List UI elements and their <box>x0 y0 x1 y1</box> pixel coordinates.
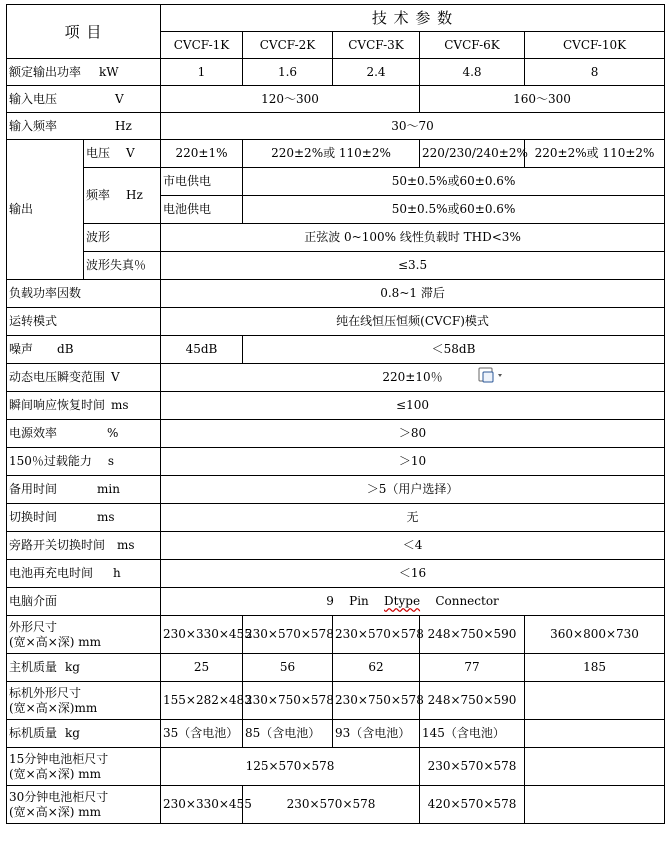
spec-table <box>6 4 665 824</box>
row-overload <box>7 448 665 476</box>
row-label: 噪声 <box>9 342 34 357</box>
row-cab15 <box>7 748 665 786</box>
row-interface <box>7 588 665 616</box>
row-power-factor <box>7 280 665 308</box>
row-switch <box>7 504 665 532</box>
row-label: 动态电压瞬变范围 <box>9 370 106 385</box>
paste-options-icon[interactable] <box>478 367 506 383</box>
std-weight-value: 93（含电池） <box>333 720 420 748</box>
row-label-line1: 外形尺寸 <box>9 620 58 635</box>
row-label-line1: 30分钟电池柜尺寸 <box>9 790 109 805</box>
rated-power-value: 4.8 <box>420 59 525 86</box>
dyn-voltage-label <box>7 364 161 392</box>
row-unit: V <box>115 91 124 106</box>
freq-mains-label: 市电供电 <box>161 168 243 196</box>
distortion-label: 波形失真％ <box>84 252 161 280</box>
row-output-voltage <box>7 140 665 168</box>
row-unit: h <box>113 566 121 581</box>
std-dimensions-empty <box>525 682 665 720</box>
freq-mains-value: 50±0.5%或60±0.6% <box>243 168 665 196</box>
header-params: 技 术 参 数 <box>161 5 665 32</box>
row-unit: V <box>126 146 135 161</box>
std-weight-empty <box>525 720 665 748</box>
response-value: ≤100 <box>161 392 665 420</box>
rated-power-value: 1.6 <box>243 59 333 86</box>
backup-value: ＞5（用户选择） <box>161 476 665 504</box>
power-factor-value: 0.8~1 滞后 <box>161 280 665 308</box>
row-label: 瞬间响应恢复时间 <box>9 398 106 413</box>
switch-label <box>7 504 161 532</box>
weight-value: 62 <box>333 654 420 682</box>
std-weight-value: 145（含电池） <box>420 720 525 748</box>
row-cab30 <box>7 786 665 824</box>
dimensions-value: 360×800×730 <box>525 616 665 654</box>
weight-value: 77 <box>420 654 525 682</box>
dimensions-value: 248×750×590 <box>420 616 525 654</box>
row-unit: ms <box>117 538 135 553</box>
output-voltage-value: 220±2%或 110±2% <box>243 140 420 168</box>
row-input-voltage <box>7 86 665 113</box>
cab30-value: 420×570×578 <box>420 786 525 824</box>
weight-label <box>7 654 161 682</box>
row-std-weight <box>7 720 665 748</box>
interface-value-pre: 9 Pin <box>326 594 385 609</box>
row-label: 电源效率 <box>9 426 58 441</box>
std-dimensions-value: 248×750×590 <box>420 682 525 720</box>
row-label: 标机质量 <box>9 726 58 741</box>
std-weight-label <box>7 720 161 748</box>
std-dimensions-value: 155×282×483 <box>161 682 243 720</box>
row-label: 输入电压 <box>9 91 58 106</box>
cab15-value: 230×570×578 <box>420 748 525 786</box>
bypass-label <box>7 532 161 560</box>
efficiency-label <box>7 420 161 448</box>
std-dimensions-value: 230×750×578 <box>243 682 333 720</box>
row-label-line2: (宽×高×深)mm <box>9 700 98 715</box>
dimensions-value: 230×330×455 <box>161 616 243 654</box>
row-efficiency <box>7 420 665 448</box>
output-voltage-value: 220/230/240±2% <box>420 140 525 168</box>
overload-label <box>7 448 161 476</box>
dimensions-value: 230×570×578 <box>333 616 420 654</box>
row-unit: ms <box>111 398 129 413</box>
interface-value-word: Dtype <box>384 594 421 609</box>
header-row-1 <box>7 5 665 32</box>
recharge-label <box>7 560 161 588</box>
row-label: 额定输出功率 <box>9 64 82 79</box>
bypass-value: ＜4 <box>161 532 665 560</box>
output-label: 输出 <box>7 140 84 280</box>
row-unit: min <box>97 482 120 497</box>
row-label: 电池再充电时间 <box>9 566 94 581</box>
row-std-dimensions <box>7 682 665 720</box>
recharge-value: ＜16 <box>161 560 665 588</box>
row-label: 旁路开关切换时间 <box>9 538 106 553</box>
mode-value: 纯在线恒压恒频(CVCF)模式 <box>161 308 665 336</box>
overload-value: ＞10 <box>161 448 665 476</box>
interface-value-post: Connector <box>420 594 499 609</box>
row-unit: % <box>107 426 119 441</box>
input-freq-value: 30～70 <box>161 113 665 140</box>
row-unit: kg <box>65 660 80 675</box>
row-recharge <box>7 560 665 588</box>
output-voltage-value: 220±2%或 110±2% <box>525 140 665 168</box>
rated-power-value: 8 <box>525 59 665 86</box>
row-bypass <box>7 532 665 560</box>
std-weight-value: 85（含电池） <box>243 720 333 748</box>
cab15-value: 125×570×578 <box>161 748 420 786</box>
efficiency-value: ＞80 <box>161 420 665 448</box>
input-freq-label <box>7 113 161 140</box>
row-mode <box>7 308 665 336</box>
row-label: 频率 <box>86 188 111 203</box>
row-unit: ms <box>97 510 115 525</box>
row-backup <box>7 476 665 504</box>
row-unit: Hz <box>126 188 143 203</box>
rated-power-value: 2.4 <box>333 59 420 86</box>
output-freq-label <box>84 168 161 224</box>
response-label <box>7 392 161 420</box>
dyn-voltage-value: 220±10％ <box>161 364 665 392</box>
row-weight <box>7 654 665 682</box>
row-label-line2: (宽×高×深) mm <box>9 766 102 781</box>
row-input-freq <box>7 113 665 140</box>
input-voltage-label <box>7 86 161 113</box>
weight-value: 56 <box>243 654 333 682</box>
model-10k: CVCF-10K <box>525 32 665 59</box>
std-dimensions-value: 230×750×578 <box>333 682 420 720</box>
row-dyn-voltage <box>7 364 665 392</box>
input-voltage-value: 160～300 <box>420 86 665 113</box>
row-label: 切换时间 <box>9 510 58 525</box>
row-unit: kW <box>99 64 119 79</box>
power-factor-label: 负载功率因数 <box>7 280 161 308</box>
row-unit: s <box>107 454 115 469</box>
row-rated-power <box>7 59 665 86</box>
row-output-distortion <box>7 252 665 280</box>
output-voltage-label <box>84 140 161 168</box>
distortion-value: ≤3.5 <box>161 252 665 280</box>
row-response <box>7 392 665 420</box>
std-weight-value: 35（含电池） <box>161 720 243 748</box>
row-label: 主机质量 <box>9 660 58 675</box>
row-dimensions <box>7 616 665 654</box>
waveform-label: 波形 <box>84 224 161 252</box>
row-output-waveform <box>7 224 665 252</box>
interface-value <box>161 588 665 616</box>
dimensions-value: 230×570×578 <box>243 616 333 654</box>
cab30-value: 230×570×578 <box>243 786 420 824</box>
row-unit: Hz <box>115 118 132 133</box>
rated-power-label <box>7 59 161 86</box>
dimensions-label <box>7 616 161 654</box>
row-unit: V <box>111 370 120 385</box>
cab30-value: 230×330×455 <box>161 786 243 824</box>
model-3k: CVCF-3K <box>333 32 420 59</box>
row-label: 备用时间 <box>9 482 58 497</box>
row-label-line2: (宽×高×深) mm <box>9 804 102 819</box>
row-unit: kg <box>65 726 80 741</box>
freq-battery-value: 50±0.5%或60±0.6% <box>243 196 665 224</box>
rated-power-value: 1 <box>161 59 243 86</box>
mode-label: 运转模式 <box>7 308 161 336</box>
row-label: 150％过载能力 <box>9 454 92 469</box>
interface-label: 电脑介面 <box>7 588 161 616</box>
row-noise <box>7 336 665 364</box>
header-item: 项 目 <box>7 5 161 59</box>
noise-label <box>7 336 161 364</box>
input-voltage-value: 120～300 <box>161 86 420 113</box>
row-label: 输入频率 <box>9 118 58 133</box>
switch-value: 无 <box>161 504 665 532</box>
cab30-empty <box>525 786 665 824</box>
model-2k: CVCF-2K <box>243 32 333 59</box>
std-dimensions-label <box>7 682 161 720</box>
model-6k: CVCF-6K <box>420 32 525 59</box>
row-output-freq-mains <box>7 168 665 196</box>
row-label-line2: (宽×高×深) mm <box>9 634 102 649</box>
row-label-line1: 15分钟电池柜尺寸 <box>9 752 109 767</box>
row-unit: dB <box>57 342 74 357</box>
output-voltage-value: 220±1% <box>161 140 243 168</box>
freq-battery-label: 电池供电 <box>161 196 243 224</box>
cab15-label <box>7 748 161 786</box>
cab30-label <box>7 786 161 824</box>
noise-value: 45dB <box>161 336 243 364</box>
row-label: 电压 <box>86 146 111 161</box>
waveform-value: 正弦波 0~100% 线性负载时 THD<3% <box>161 224 665 252</box>
row-label-line1: 标机外形尺寸 <box>9 686 82 701</box>
weight-value: 185 <box>525 654 665 682</box>
weight-value: 25 <box>161 654 243 682</box>
model-1k: CVCF-1K <box>161 32 243 59</box>
backup-label <box>7 476 161 504</box>
cab15-empty <box>525 748 665 786</box>
noise-value: ＜58dB <box>243 336 665 364</box>
